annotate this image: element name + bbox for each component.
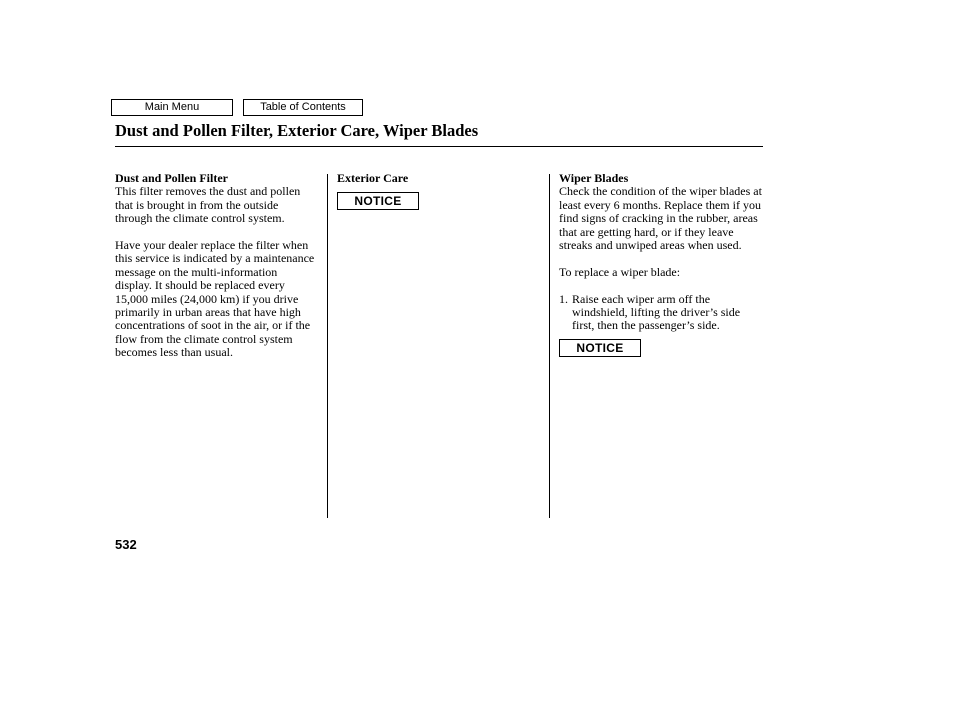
dust-filter-paragraph-1: This filter removes the dust and pollen that is brought in from the outside through the climate control system. xyxy=(115,184,301,226)
notice-badge: NOTICE xyxy=(559,339,641,357)
wiper-blades-section xyxy=(559,172,765,357)
dust-filter-paragraph-2: Have your dealer replace the filter when this service is indicated by a maintenance message on the multi-information display. It should be replaced every 15,000 miles (24,000 km) if you drive primarily in urban areas that have high concentrations of soot in the air, or if the flow from the climate control system becomes less than usual. xyxy=(115,238,315,360)
page-number: 532 xyxy=(115,537,137,552)
table-of-contents-button[interactable]: Table of Contents xyxy=(243,99,363,116)
wiper-blades-paragraph-2: To replace a wiper blade: xyxy=(559,264,681,279)
column-divider xyxy=(327,174,328,518)
column-divider xyxy=(549,174,550,518)
page-title: Dust and Pollen Filter, Exterior Care, Wiper Blades xyxy=(115,121,479,140)
main-menu-button[interactable]: Main Menu xyxy=(111,99,233,116)
dust-filter-heading: Dust and Pollen Filter xyxy=(115,171,228,185)
exterior-care-heading: Exterior Care xyxy=(337,171,409,185)
step-number: 1. xyxy=(559,291,568,306)
exterior-care-section xyxy=(337,172,537,210)
wiper-blades-paragraph-1: Check the condition of the wiper blades at least every 6 months. Replace them if you find signs of cracking in the rubber, areas that are getting hard, or if they leave streaks and unwiped areas when used. xyxy=(559,184,762,253)
wiper-blades-heading: Wiper Blades xyxy=(559,171,629,185)
notice-badge: NOTICE xyxy=(337,192,419,210)
title-divider xyxy=(115,146,763,147)
step-text: Raise each wiper arm off the windshield, lifting the driver’s side first, then the passenger’s side. xyxy=(572,291,741,333)
dust-filter-section xyxy=(115,172,315,373)
wiper-step-1 xyxy=(559,293,765,333)
